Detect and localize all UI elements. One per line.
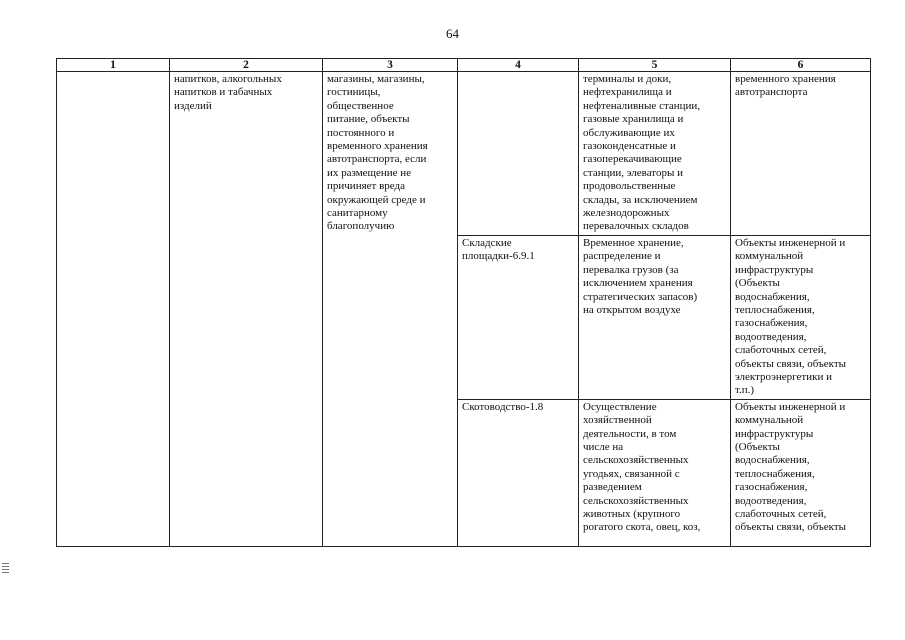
table-cell-use-type [458, 72, 579, 236]
table-cell-auxiliary-uses [731, 235, 871, 399]
column-header-6: 6 [731, 59, 871, 72]
table-cell-permitted-goods [170, 72, 323, 547]
cell-text: Временное хранение, распределение и перевалка грузов (за исключением хранения стратегических запасов) на открытом воздухе [583, 236, 698, 316]
cell-text: Осуществление хозяйственной деятельности, в том числе на сельскохозяйственных угодьях, связанной с разведением сельскохозяйственных животных (крупного рогатого скота, овец, коз, [583, 400, 701, 534]
cell-text: терминалы и доки, нефтехранилища и нефтеналивные станции, газовые хранилища и обслуживающие их газоконденсатные и газоперекачивающие станции, элеваторы и продовольственные склады, за исключением железнодорожных перевалочных складов [583, 73, 701, 233]
cell-text: Складские площадки-6.9.1 [462, 236, 535, 263]
cell-text: временного хранения автотранспорта [735, 73, 836, 99]
table-cell-use-type [458, 399, 579, 546]
table-row [57, 72, 871, 236]
column-header-5: 5 [579, 59, 731, 72]
cell-text: Объекты инженерной и коммунальной инфраструктуры (Объекты водоснабжения, теплоснабжения, газоснабжения, водоотведения, слаботочных сетей, объекты связи, объекты [735, 400, 847, 534]
column-header-4: 4 [458, 59, 579, 72]
table-header-row [57, 59, 871, 72]
column-header-2: 2 [170, 59, 323, 72]
table-cell-auxiliary-uses [731, 72, 871, 236]
cell-text: напитков, алкогольных напитков и табачных изделий [174, 73, 282, 112]
page-number: 64 [446, 26, 459, 41]
zoning-table [56, 58, 871, 547]
table-cell-use-description [579, 235, 731, 399]
scan-margin-mark [2, 563, 9, 579]
column-header-1: 1 [57, 59, 170, 72]
cell-text: Скотоводство-1.8 [462, 400, 544, 413]
table-cell-col1 [57, 72, 170, 547]
table-cell-use-description [579, 72, 731, 236]
table-cell-accessory-uses [323, 72, 458, 547]
table-cell-use-description [579, 399, 731, 546]
column-header-3: 3 [323, 59, 458, 72]
table-cell-use-type [458, 235, 579, 399]
cell-text: магазины, магазины, гостиницы, общественное питание, объекты постоянного и временного хранения автотранспорта, если их размещение не причиняет вреда окружающей среде и санитарному благополучию [327, 73, 428, 233]
cell-text: Объекты инженерной и коммунальной инфраструктуры (Объекты водоснабжения, теплоснабжения, газоснабжения, водоотведения, слаботочных сетей, объекты связи, объекты электроэнергетики и т.п.) [735, 236, 847, 397]
table-cell-auxiliary-uses [731, 399, 871, 546]
